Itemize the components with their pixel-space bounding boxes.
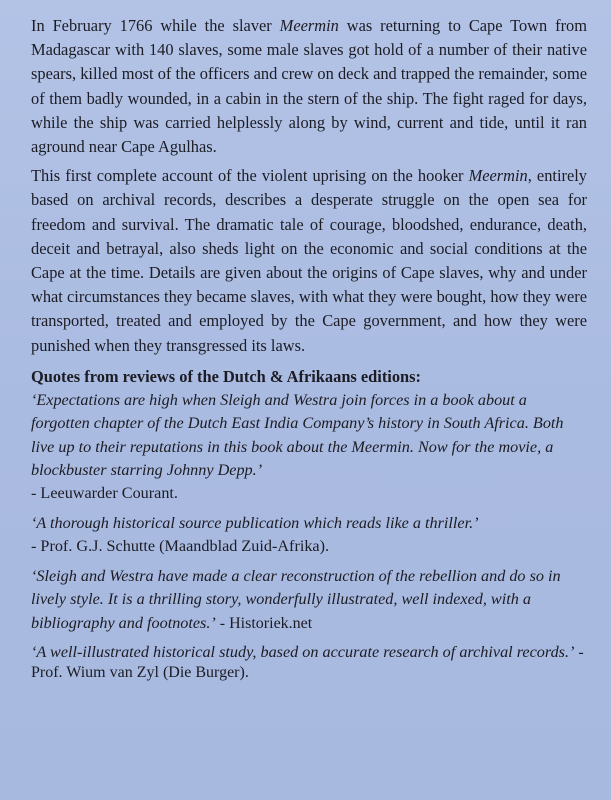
intro-p2-rest: , entirely based on archival records, describes a desperate struggle on the open sea for freedom and survival. The dramatic tale of courage, bloodshed, endurance, death, deceit and betrayal, also sheds light on the economic and social conditions at the Cape at the time. Details are given about the origins of Cape slaves, why and under what circumstances they became slaves, with what they were bought, how they were transported, treated and employed by the Cape government, and how they were punished when they transgressed its laws. — [31, 166, 587, 355]
reviews-heading: Quotes from reviews of the Dutch & Afrikaans editions: — [31, 366, 422, 386]
intro-p1-start: In February 1766 while the slaver — [31, 16, 280, 35]
review-quote-1 — [31, 389, 587, 506]
intro-paragraph-1 — [31, 14, 587, 159]
review-quote-3 — [31, 565, 587, 635]
intro-paragraph-2 — [31, 164, 587, 358]
intro-p1-rest: was returning to Cape Town from Madagascar with 140 slaves, some male slaves got hold of a number of their native spears, killed most of the officers and crew on deck and trapped the remainder, some of them badly wounded, in a cabin in the stern of the ship. The fight raged for days, while the ship was carried helplessly along by wind, current and tide, until it ran aground near Cape Agulhas. — [31, 16, 587, 157]
ship-name-2: Meermin — [468, 166, 528, 186]
review-quote-1-source: - Leeuwarder Courant. — [31, 484, 178, 503]
intro-p2-start: This first complete account of the violent uprising on the hooker — [31, 166, 469, 186]
review-quote-1-text: ‘Expectations are high when Sleigh and Westra join forces in a book about a forgotten chapter of the Dutch East India Company’s history in South Africa. Both live up to their reputations in this book about the Meermin. Now for the movie, a blockbuster starring Johnny Depp.’ — [31, 390, 564, 480]
review-quote-4-text: ‘A well-illustrated historical study, based on accurate research of archival records.’ — [31, 642, 575, 661]
review-quote-2-text: ‘A thorough historical source publication which reads like a thriller.’ — [31, 513, 479, 532]
review-quote-2 — [31, 512, 587, 559]
review-quote-3-source: - Historiek.net — [215, 614, 313, 632]
review-quote-3-text: ‘Sleigh and Westra have made a clear reconstruction of the rebellion and do so in lively style. It is a thrilling story, wonderfully illustrated, well indexed, with a bibliography and footnotes.’ — [31, 566, 561, 632]
review-quote-4-source: - Prof. Wium van Zyl (Die Burger). — [31, 643, 584, 682]
ship-name: Meermin — [279, 16, 339, 35]
review-quote-2-source: - Prof. G.J. Schutte (Maandblad Zuid-Afrika). — [31, 537, 330, 556]
review-quote-4 — [31, 641, 587, 682]
